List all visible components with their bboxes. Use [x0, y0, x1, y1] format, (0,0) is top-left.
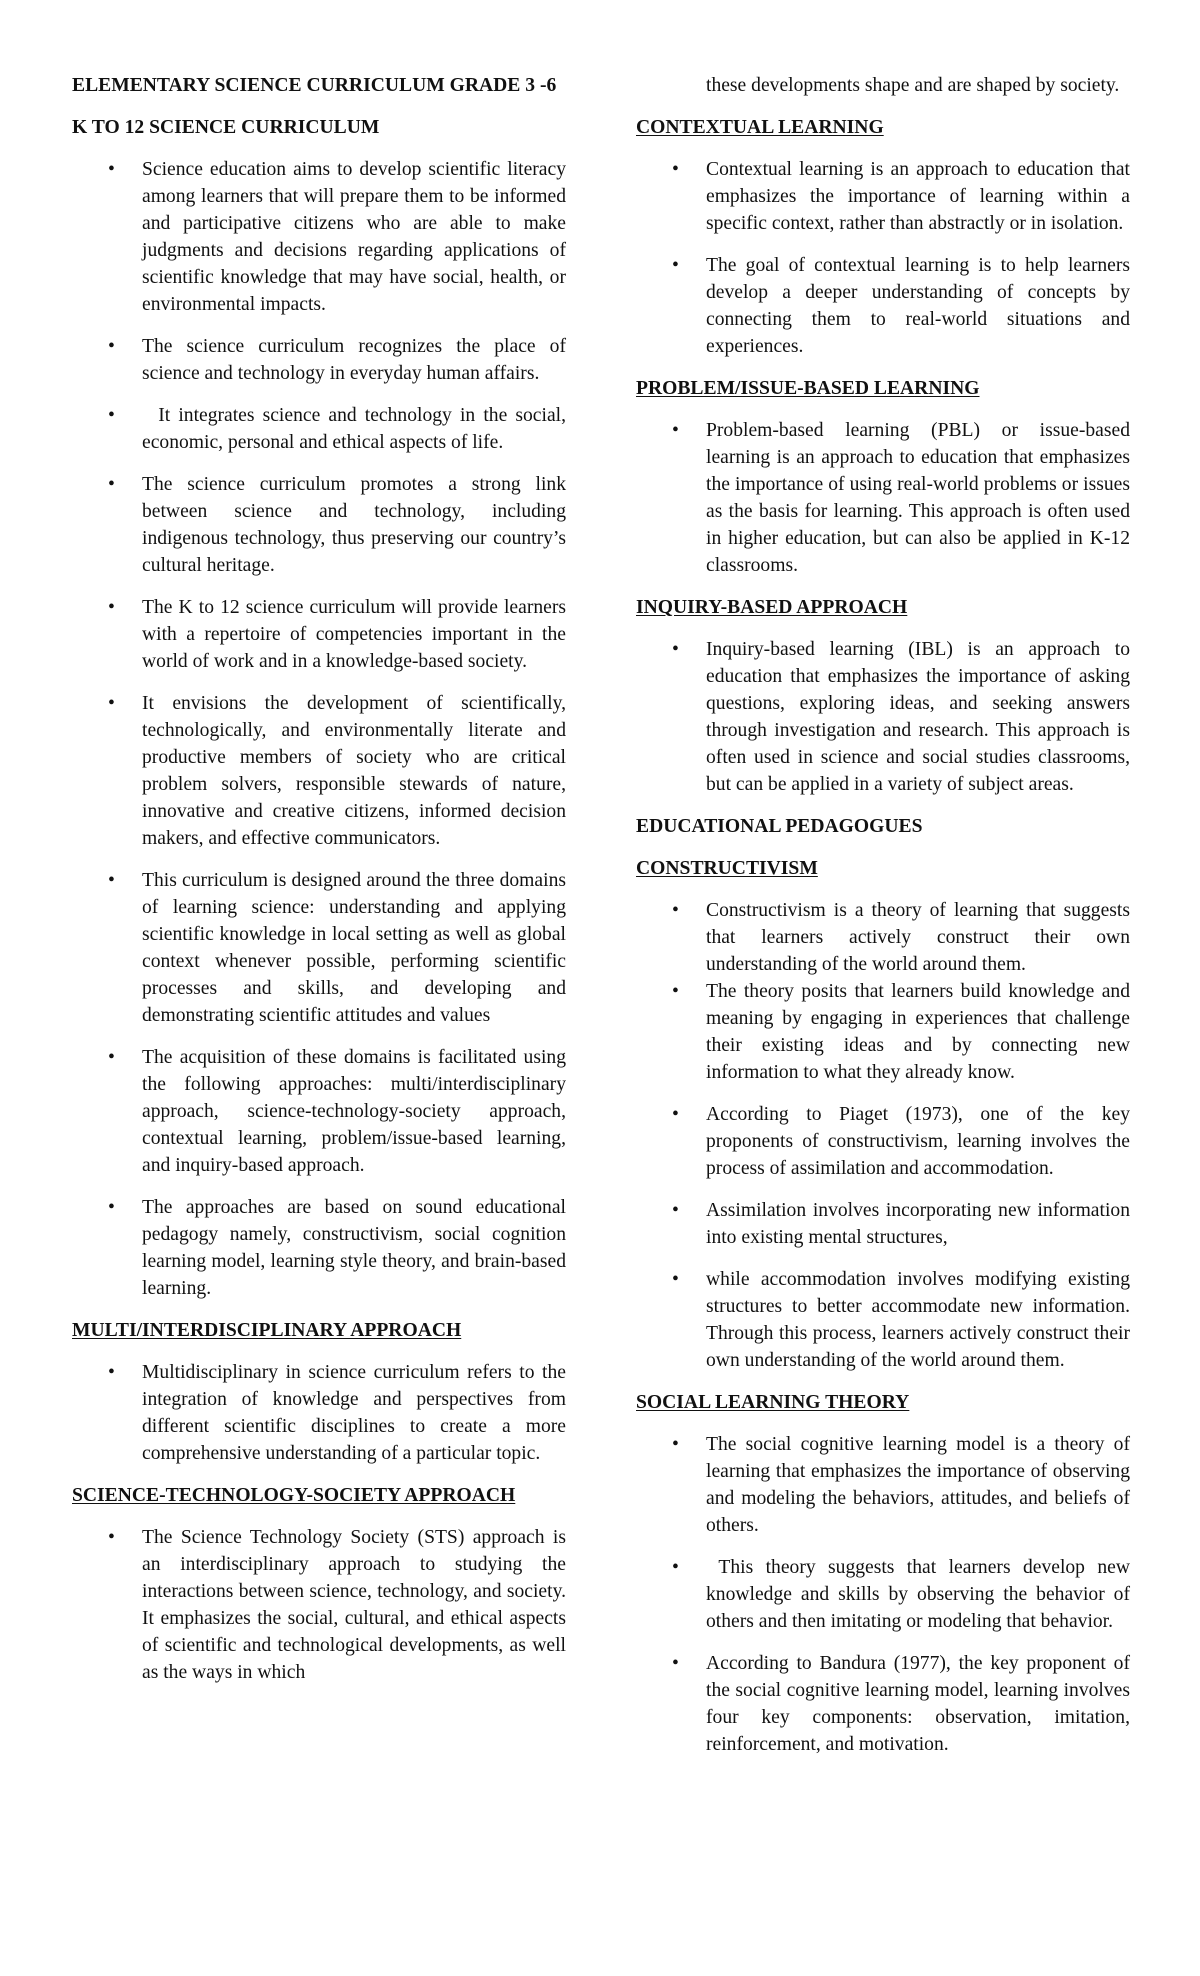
list-item-text: This curriculum is designed around the three domains of learning science: understanding and applying scientific knowledge in local setting as well as global context whenever possible, performing scientific processes and skills, and developing and demonstrating scientific attitudes and values — [142, 870, 566, 1026]
list-item-text: It integrates science and technology in the social, economic, personal and ethical aspects of life. — [142, 405, 566, 453]
bullet-icon: • — [108, 1527, 115, 1548]
heading-inquiry-based: INQUIRY-BASED APPROACH — [636, 597, 908, 618]
list-item-text: The social cognitive learning model is a theory of learning that emphasizes the importance of observing and modeling the behaviors, attitudes, and beliefs of others. — [706, 1434, 1130, 1536]
right-column — [636, 72, 1130, 1773]
list-item-text: The science curriculum recognizes the place of science and technology in everyday human affairs. — [142, 336, 566, 384]
sts-list — [72, 1524, 566, 1686]
bullet-icon: • — [672, 420, 679, 441]
list-item — [72, 156, 566, 318]
bullet-icon: • — [108, 693, 115, 714]
bullet-icon: • — [672, 1104, 679, 1125]
heading-social-learning: SOCIAL LEARNING THEORY — [636, 1392, 910, 1413]
bullet-icon: • — [672, 159, 679, 180]
bullet-icon: • — [108, 1197, 115, 1218]
inquiry-list — [636, 636, 1130, 798]
list-item — [636, 1650, 1130, 1758]
bullet-icon: • — [672, 255, 679, 276]
k12-list — [72, 156, 566, 1302]
list-item — [636, 252, 1130, 360]
list-item-text: The acquisition of these domains is facilitated using the following approaches: multi/interdisciplinary approach, science-technology-society approach, contextual learning, problem/issue-based learning, and inquiry-based approach. — [142, 1047, 566, 1176]
list-item-text: Science education aims to develop scientific literacy among learners that will prepare them to be informed and participative citizens who are able to make judgments and decisions regarding applications of scientific knowledge that may have social, health, or environmental impacts. — [142, 159, 566, 315]
list-item-text: The science curriculum promotes a strong link between science and technology, including indigenous technology, thus preserving our country’s cultural heritage. — [142, 474, 566, 576]
bullet-icon: • — [672, 981, 679, 1002]
list-item — [636, 1266, 1130, 1374]
list-item — [636, 897, 1130, 978]
list-item-text: Assimilation involves incorporating new information into existing mental structures, — [706, 1200, 1130, 1248]
list-item-text: The approaches are based on sound educational pedagogy namely, constructivism, social cognition learning model, learning style theory, and brain-based learning. — [142, 1197, 566, 1299]
list-item-text: It envisions the development of scientifically, technologically, and environmentally literate and productive members of society who are critical problem solvers, responsible stewards of nature, innovative and creative citizens, informed decision makers, and effective communicators. — [142, 693, 566, 849]
list-item — [72, 867, 566, 1029]
bullet-icon: • — [108, 336, 115, 357]
list-item — [72, 690, 566, 852]
bullet-icon: • — [672, 1653, 679, 1674]
bullet-icon: • — [108, 159, 115, 180]
list-item-text: The Science Technology Society (STS) approach is an interdisciplinary approach to studying the interactions between science, technology, and society. It emphasizes the social, cultural, and ethical aspects of scientific and technological developments, as well as the ways in which — [142, 1527, 566, 1683]
list-item — [636, 1101, 1130, 1182]
bullet-icon: • — [672, 1434, 679, 1455]
constructivism-list — [636, 897, 1130, 1374]
bullet-icon: • — [672, 900, 679, 921]
list-item-text: Constructivism is a theory of learning that suggests that learners actively construct their own understanding of the world around them. — [706, 900, 1130, 975]
bullet-icon: • — [108, 597, 115, 618]
list-item — [636, 1431, 1130, 1539]
list-item — [636, 1554, 1130, 1635]
bullet-icon: • — [672, 1200, 679, 1221]
list-item-text: Contextual learning is an approach to education that emphasizes the importance of learning within a specific context, rather than abstractly or in isolation. — [706, 159, 1130, 234]
heading-problem-based: PROBLEM/ISSUE-BASED LEARNING — [636, 378, 980, 399]
bullet-icon: • — [108, 1047, 115, 1068]
bullet-icon: • — [108, 1362, 115, 1383]
contextual-list — [636, 156, 1130, 360]
heading-educational-pedagogues: EDUCATIONAL PEDAGOGUES — [636, 816, 923, 837]
left-column — [72, 72, 566, 1701]
list-item — [636, 156, 1130, 237]
list-item — [72, 471, 566, 579]
list-item — [636, 1197, 1130, 1251]
bullet-icon: • — [108, 870, 115, 891]
list-item-text: Multidisciplinary in science curriculum refers to the integration of knowledge and perspectives from different scientific disciplines to create a more comprehensive understanding of a particular topic. — [142, 1362, 566, 1464]
list-item-text: This theory suggests that learners develop new knowledge and skills by observing the behavior of others and then imitating or modeling that behavior. — [706, 1557, 1130, 1632]
list-item — [72, 402, 566, 456]
list-item-text: According to Piaget (1973), one of the key proponents of constructivism, learning involves the process of assimilation and accommodation. — [706, 1104, 1130, 1179]
bullet-icon: • — [108, 474, 115, 495]
list-item — [636, 417, 1130, 579]
list-item — [72, 333, 566, 387]
continued-paragraph: these developments shape and are shaped by society. — [706, 75, 1120, 96]
bullet-icon: • — [672, 639, 679, 660]
multidisciplinary-list — [72, 1359, 566, 1467]
heading-multidisciplinary: MULTI/INTERDISCIPLINARY APPROACH — [72, 1320, 462, 1341]
list-item — [72, 1359, 566, 1467]
heading-contextual-learning: CONTEXTUAL LEARNING — [636, 117, 884, 138]
list-item-text: The K to 12 science curriculum will provide learners with a repertoire of competencies important in the world of work and in a knowledge-based society. — [142, 597, 566, 672]
list-item-text: Inquiry-based learning (IBL) is an approach to education that emphasizes the importance of asking questions, exploring ideas, and seeking answers through investigation and research. This approach is often used in science and social studies classrooms, but can be applied in a variety of subject areas. — [706, 639, 1130, 795]
list-item-text: Problem-based learning (PBL) or issue-based learning is an approach to education that emphasizes the importance of using real-world problems or issues as the basis for learning. This approach is often used in higher education, but can also be applied in K-12 classrooms. — [706, 420, 1130, 576]
bullet-icon: • — [108, 405, 115, 426]
bullet-icon: • — [672, 1557, 679, 1578]
list-item-text: The goal of contextual learning is to help learners develop a deeper understanding of concepts by connecting them to real-world situations and experiences. — [706, 255, 1130, 357]
list-item — [636, 636, 1130, 798]
bullet-icon: • — [672, 1269, 679, 1290]
list-item — [72, 1044, 566, 1179]
social-list — [636, 1431, 1130, 1758]
list-item — [636, 978, 1130, 1086]
list-item-text: The theory posits that learners build knowledge and meaning by engaging in experiences that challenge their existing ideas and by connecting new information to what they already know. — [706, 981, 1130, 1083]
list-item — [72, 1524, 566, 1686]
document-title: ELEMENTARY SCIENCE CURRICULUM GRADE 3 -6 — [72, 75, 557, 96]
list-item-text: while accommodation involves modifying existing structures to better accommodate new information. Through this process, learners actively construct their own understanding of the world around them. — [706, 1269, 1130, 1371]
list-item — [72, 1194, 566, 1302]
heading-sts: SCIENCE-TECHNOLOGY-SOCIETY APPROACH — [72, 1485, 516, 1506]
heading-constructivism: CONSTRUCTIVISM — [636, 858, 818, 879]
list-item-text: According to Bandura (1977), the key proponent of the social cognitive learning model, learning involves four key components: observation, imitation, reinforcement, and motivation. — [706, 1653, 1130, 1755]
problem-list — [636, 417, 1130, 579]
heading-k12-curriculum: K TO 12 SCIENCE CURRICULUM — [72, 117, 380, 138]
list-item — [72, 594, 566, 675]
